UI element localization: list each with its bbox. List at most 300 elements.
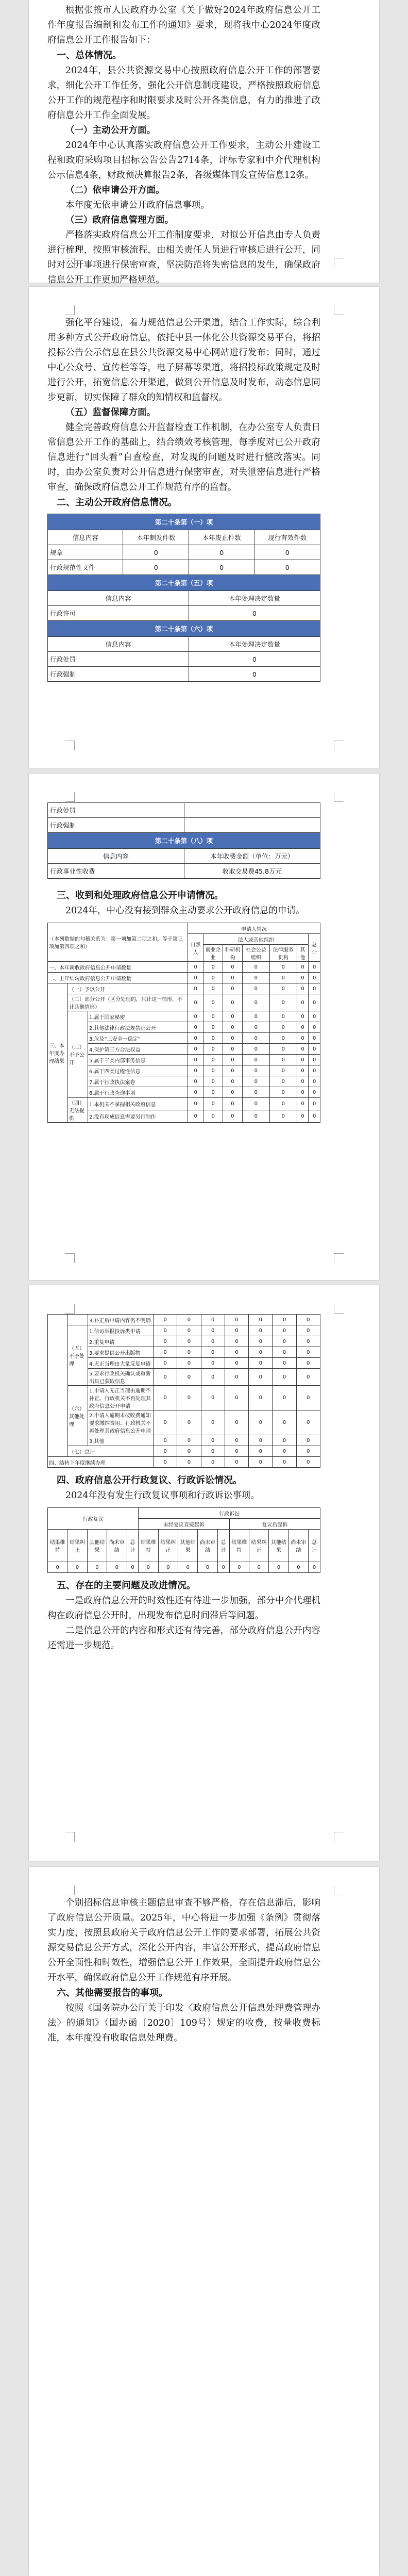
table-cell: 3.危及“三安全一稳定” — [88, 1033, 188, 1044]
subsection-5-title: （五）监督保障方面。 — [65, 407, 156, 418]
table-row — [48, 667, 320, 682]
table-cell: 0 — [177, 1315, 201, 1325]
table-cell: 0 — [269, 1562, 288, 1573]
page-corner-mark — [334, 305, 344, 315]
table-cell: 0 — [223, 1044, 243, 1055]
table-cell: （七）总计 — [68, 1446, 154, 1457]
table-cell: 0 — [223, 973, 243, 983]
table-cell: 0 — [223, 994, 243, 1011]
table-cell: 0 — [269, 1065, 297, 1076]
table-cell: 0 — [188, 983, 203, 994]
table-row — [48, 1055, 320, 1065]
table-header-cell: 其他结果 — [87, 1530, 107, 1562]
table-header-cell: 法人或其他组织 — [203, 934, 309, 945]
table-cell: 0 — [297, 1076, 309, 1087]
table-header-cell: 本年收费金额（单位：万元） — [184, 849, 320, 864]
section-2-title: 二、主动公开政府信息情况。 — [57, 497, 177, 508]
table-cell: 0 — [201, 1347, 225, 1358]
table-cell: 3.其他 — [88, 1435, 154, 1446]
table-row — [48, 1065, 320, 1076]
table-cell: 0 — [223, 1011, 243, 1022]
table-row — [48, 1076, 320, 1087]
table-cell: 0 — [203, 962, 223, 973]
table-cell: 0 — [249, 1435, 273, 1446]
table-cell: 0 — [249, 1369, 273, 1386]
table-cell: 0 — [242, 1098, 269, 1110]
table-cell: 0 — [297, 1033, 309, 1044]
table-header-cell: 信息内容 — [48, 530, 123, 545]
table-header-cell: 信息内容 — [48, 637, 189, 652]
table-cell: 0 — [296, 1369, 320, 1386]
table-cell: 0 — [309, 1033, 320, 1044]
table-cell: 0 — [242, 1076, 269, 1087]
page-corner-mark — [65, 305, 75, 315]
table-cell: 0 — [203, 1076, 223, 1087]
table-cell: 0 — [249, 1325, 273, 1336]
section-3-paragraph: 2024年，中心没有接到群众主动要求公开政府信息的申请。 — [65, 906, 305, 916]
table-cell: 0 — [188, 1033, 203, 1044]
table-cell: 5.要求行政机关确认或重新出具已获取信息 — [88, 1369, 154, 1386]
table-cell: 0 — [123, 560, 189, 575]
subsection-3-title: （三）政府信息管理方面。 — [65, 215, 174, 225]
table-header-cell: 本年废止件数 — [189, 530, 254, 545]
table-header-cell: 本年处理决定数量 — [189, 591, 320, 606]
table-cell: 0 — [297, 1044, 309, 1055]
table-row — [48, 1315, 320, 1325]
table-cell: 0 — [297, 1098, 309, 1110]
table-cell: 0 — [269, 1044, 297, 1055]
table-cell: 0 — [223, 1022, 243, 1033]
table-header-cell: 行政诉讼 — [139, 1508, 320, 1519]
table-cell: （五）不予处理 — [68, 1325, 88, 1386]
table-cell: （二）部分公开（区分处理的，只计这一情形，不计其他情形） — [68, 994, 188, 1011]
table-cell: 0 — [297, 983, 309, 994]
table-cell: 0 — [296, 1410, 320, 1435]
table-cell: 0 — [188, 1022, 203, 1033]
subsection-3-paragraph: 严格落实政府信息公开工作制度要求，对拟公开信息由专人负责进行梳理，按照审核流程，由相关责任人员进行审核后进行公开，同时对公开事项进行保密审查，坚决防范将失密信息的发生，确保政府信息公开工作更加严格规范。 — [47, 230, 320, 285]
table-cell: 0 — [273, 1457, 296, 1468]
table-cell: 0 — [203, 1033, 223, 1044]
table-cell: 0 — [189, 606, 320, 621]
table-cell: 0 — [297, 994, 309, 1011]
table-cell: 0 — [177, 1457, 201, 1468]
table-cell: 0 — [177, 1369, 201, 1386]
table-cell: 0 — [242, 962, 269, 973]
table-cell: 4.保护第三方合法权益 — [88, 1044, 188, 1055]
table-cell: 0 — [273, 1347, 296, 1358]
table-cell: 0 — [249, 1457, 273, 1468]
table-row — [48, 1457, 320, 1468]
table-cell: 0 — [225, 1336, 248, 1347]
table-cell: 0 — [309, 1065, 320, 1076]
table-cell: 0 — [273, 1435, 296, 1446]
table-cell: 0 — [269, 983, 297, 994]
table-cell: 0 — [225, 1435, 248, 1446]
table-cell: 0 — [223, 962, 243, 973]
table-cell: 0 — [249, 1315, 273, 1325]
table-row — [48, 1410, 320, 1435]
table-row — [48, 1369, 320, 1386]
page-corner-mark — [65, 1832, 75, 1842]
table-cell: 0 — [223, 1087, 243, 1098]
table-row — [48, 606, 320, 621]
table-row — [48, 1011, 320, 1022]
table-cell: 0 — [269, 973, 297, 983]
table-cell: 0 — [189, 652, 320, 667]
table-cell: 0 — [154, 1435, 177, 1446]
table-cell: 0 — [203, 1098, 223, 1110]
table-cell — [68, 1315, 88, 1325]
table-header-cell: 信息内容 — [48, 849, 184, 864]
table-cell: 0 — [296, 1325, 320, 1336]
table-row — [48, 1435, 320, 1446]
table-cell: 0 — [154, 1446, 177, 1457]
table-cell: 0 — [188, 962, 203, 973]
table-cell: 0 — [177, 1336, 201, 1347]
table-cell: 0 — [242, 1044, 269, 1055]
page-corner-mark — [334, 1885, 344, 1895]
table-cell: 0 — [198, 1562, 217, 1573]
table-header-cell: 尚未审结 — [107, 1530, 127, 1562]
table-cell — [48, 1315, 68, 1457]
table-cell: 1.申请人无正当理由逾期不补正、行政机关不再处理其政府信息公开申请 — [88, 1386, 154, 1410]
table-cell: 0 — [223, 1076, 243, 1087]
table-header-cell: 结果维持 — [229, 1530, 249, 1562]
application-handling-table — [47, 923, 320, 1123]
table-cell: 0 — [297, 1065, 309, 1076]
table-cell: 3.补正后申请内容仍不明确 — [88, 1315, 154, 1325]
page-corner-mark — [65, 1253, 75, 1263]
table-cell: 0 — [309, 1055, 320, 1065]
table-row — [48, 1386, 320, 1410]
table-cell: 0 — [297, 1087, 309, 1098]
table-cell: 0 — [273, 1325, 296, 1336]
table-cell: 1.信访举报投诉类申请 — [88, 1325, 154, 1336]
table-cell: 0 — [154, 1358, 177, 1369]
table-cell: 0 — [242, 1110, 269, 1123]
table-cell: 0 — [189, 560, 254, 575]
table-cell: 0 — [203, 983, 223, 994]
table-cell: 0 — [188, 994, 203, 1011]
table-cell: 0 — [189, 667, 320, 682]
table-cell: 0 — [189, 545, 254, 560]
table-cell: 0 — [249, 1347, 273, 1358]
table-row — [48, 983, 320, 994]
table-row — [48, 1098, 320, 1110]
table-cell: 0 — [297, 1110, 309, 1123]
table-cell: 0 — [269, 1022, 297, 1033]
table-cell: 0 — [188, 1098, 203, 1110]
table-row — [48, 652, 320, 667]
review-litigation-table — [47, 1507, 320, 1573]
table-cell: 0 — [188, 1011, 203, 1022]
table-cell: 0 — [177, 1325, 201, 1336]
table-header-cell: 科研机构 — [223, 945, 243, 962]
table-cell: 0 — [296, 1457, 320, 1468]
table-cell: 0 — [225, 1457, 248, 1468]
table-cell: 0 — [177, 1358, 201, 1369]
platform-paragraph: 强化平台建设，着力规范信息公开渠道，结合工作实际，综合利用多种方式公开政府信息，依托中县一体化公共资源交易平台，将招投标公告公示信息在县公共资源交易中心网站进行发布；同时，通过中心公众号、宣传栏等等，电子屏幕等渠道，将招投标政策规定及时进行公开，拓宽信息公开渠道，做到公开信息及时发布，动态信息同步更新，切实保障了群众的知情权和监督权。 — [47, 318, 320, 403]
table-cell: 0 — [188, 1044, 203, 1055]
table-cell: 0 — [296, 1446, 320, 1457]
table-cell: 0 — [309, 1110, 320, 1123]
table-cell: 行政处罚 — [48, 803, 184, 818]
section-6-title: 六、其他需要报告的事项。 — [57, 1988, 168, 1998]
proactive-disclosure-table — [47, 514, 320, 682]
table-cell: 0 — [296, 1386, 320, 1410]
table-cell: 0 — [254, 560, 320, 575]
table-cell: 0 — [242, 983, 269, 994]
table-cell: 0 — [309, 1011, 320, 1022]
table-cell: 0 — [225, 1347, 248, 1358]
table-cell: 0 — [309, 1044, 320, 1055]
table-row — [48, 994, 320, 1011]
table-cell: 0 — [201, 1369, 225, 1386]
table-cell: （一）予以公开 — [68, 983, 188, 994]
table-cell: 0 — [87, 1562, 107, 1573]
table-cell: 0 — [309, 962, 320, 973]
table-cell: 0 — [249, 1446, 273, 1457]
table-cell: 0 — [201, 1358, 225, 1369]
table-cell: 0 — [225, 1386, 248, 1410]
table-group-header: 第二十条第（五）项 — [48, 575, 320, 591]
table-cell: 0 — [225, 1358, 248, 1369]
table-cell: 0 — [201, 1435, 225, 1446]
table-cell: 0 — [269, 1055, 297, 1065]
table-cell: 0 — [309, 973, 320, 983]
table-cell: 0 — [158, 1562, 178, 1573]
table-cell: 0 — [269, 1033, 297, 1044]
table-cell: 0 — [48, 1562, 67, 1573]
table-cell: 0 — [296, 1435, 320, 1446]
table-cell: 0 — [269, 1098, 297, 1110]
table-cell: （三）不予公开 — [68, 1011, 88, 1098]
table-cell: 0 — [127, 1562, 139, 1573]
table-cell: 0 — [309, 1087, 320, 1098]
table-cell: 0 — [269, 1087, 297, 1098]
page-corner-mark — [334, 1832, 344, 1842]
table-header-cell: 总计 — [309, 934, 320, 962]
table-group-header: 第二十条第（一）项 — [48, 514, 320, 530]
fees-table — [47, 802, 320, 879]
table-cell: 四、结转下年度继续办理 — [48, 1457, 154, 1468]
section-1-title: 一、总体情况。 — [57, 50, 122, 61]
table-cell: 0 — [188, 1065, 203, 1076]
table-cell: 0 — [203, 1087, 223, 1098]
table-row — [48, 560, 320, 575]
table-row — [48, 1446, 320, 1457]
table-cell: 规章 — [48, 545, 123, 560]
table-cell: 0 — [177, 1435, 201, 1446]
table-cell: 0 — [273, 1446, 296, 1457]
table-cell: 0 — [273, 1336, 296, 1347]
table-row — [48, 1358, 320, 1369]
table-cell: 0 — [309, 1098, 320, 1110]
table-header-cell: 现行有效件数 — [254, 530, 320, 545]
table-header-cell: 复议后起诉 — [229, 1519, 320, 1530]
table-cell: 0 — [249, 1410, 273, 1435]
subsection-2-paragraph: 本年度无依申请公开政府信息事项。 — [65, 200, 210, 210]
subsection-2-title: （二）依申请公开方面。 — [65, 185, 165, 195]
table-cell: 0 — [223, 983, 243, 994]
table-cell: 0 — [188, 1055, 203, 1065]
table-cell — [184, 818, 320, 833]
section-4-title: 四、政府信息公开行政复议、行政诉讼情况。 — [57, 1475, 242, 1486]
table-cell: 0 — [249, 1386, 273, 1410]
table-cell: 0 — [201, 1315, 225, 1325]
table-cell: 0 — [273, 1410, 296, 1435]
subsection-5-paragraph: 健全完善政府信息公开监督检查工作机制，在办公室专人负责日常信息公开工作的基础上，结合绩效考核管理，每季度对已公开政府信息进行“回头看”自查检查，对发现的问题及时进行整改落实。同时，由办公室负责对公开信息进行保密审查，对失泄密信息进行严格审查，确保政府信息公开工作规范有序的监督。 — [47, 422, 320, 493]
table-header-cell: 结果维持 — [139, 1530, 158, 1562]
table-cell: 0 — [188, 1087, 203, 1098]
table-cell: 0 — [288, 1562, 308, 1573]
table-cell: 0 — [223, 1110, 243, 1123]
table-cell: 0 — [203, 1110, 223, 1123]
table-cell: 0 — [201, 1457, 225, 1468]
table-cell: 7.属于行政执法案卷 — [88, 1076, 188, 1087]
table-cell: 行政强制 — [48, 818, 184, 833]
table-cell: 0 — [242, 1055, 269, 1065]
table-cell: 0 — [242, 1087, 269, 1098]
table-cell: 0 — [225, 1315, 248, 1325]
subsection-1-title: （一）主动公开方面。 — [65, 125, 156, 136]
table-cell: 0 — [203, 1022, 223, 1033]
table-row — [48, 1044, 320, 1055]
page-corner-mark — [334, 792, 344, 802]
table-cell: 0 — [67, 1562, 87, 1573]
table-row — [48, 1087, 320, 1098]
table-cell: （六）其他处理 — [68, 1386, 88, 1446]
table-cell — [184, 803, 320, 818]
table-cell: 0 — [273, 1358, 296, 1369]
table-header-cell: 商业企业 — [203, 945, 223, 962]
table-header-cell: 未经复议直接起诉 — [139, 1519, 229, 1530]
table-cell: 1.本机关不掌握相关政府信息 — [88, 1098, 188, 1110]
table-cell: 0 — [269, 1076, 297, 1087]
table-cell: 0 — [154, 1315, 177, 1325]
table-cell: 0 — [297, 1011, 309, 1022]
table-header-cell: 总计 — [309, 1530, 320, 1562]
table-cell: 0 — [225, 1325, 248, 1336]
table-cell: 2.申请人逾期未按收费通知要求缴纳费用、行政机关不再处理其政府信息公开申请 — [88, 1410, 154, 1435]
table-row — [48, 1022, 320, 1033]
table-row — [48, 818, 320, 833]
table-cell: 收取交易费45.8万元 — [184, 864, 320, 879]
table-row — [48, 973, 320, 983]
table-cell: 行政事业性收费 — [48, 864, 184, 879]
table-cell: 0 — [223, 1098, 243, 1110]
table-row — [48, 962, 320, 973]
table-cell: （四）无法提供 — [68, 1098, 88, 1123]
page-corner-mark — [334, 741, 344, 750]
table-cell: 0 — [154, 1347, 177, 1358]
table-cell: 4.无正当理由大量反复申请 — [88, 1358, 154, 1369]
table-cell: 0 — [201, 1410, 225, 1435]
section-5-paragraph-1: 一是政府信息公开的时效性还有待进一步加强，部分中介代理机构在政府信息公开时，出现发布信息时间滞后等问题。 — [47, 1596, 320, 1621]
table-cell: 0 — [177, 1386, 201, 1410]
table-header-cell: 其他 — [297, 945, 309, 962]
table-cell: 0 — [297, 973, 309, 983]
table-cell: 0 — [296, 1358, 320, 1369]
table-cell: 0 — [225, 1446, 248, 1457]
table-cell: 0 — [249, 1336, 273, 1347]
table-cell: 0 — [217, 1562, 229, 1573]
table-row — [48, 1562, 320, 1573]
page-corner-mark — [334, 1304, 344, 1314]
table-header-cell: 总计 — [217, 1530, 229, 1562]
table-cell: 0 — [177, 1410, 201, 1435]
table-cell: 5.属于三类内部事务信息 — [88, 1055, 188, 1065]
table-cell: 0 — [154, 1369, 177, 1386]
page-corner-mark — [65, 1304, 75, 1314]
table-cell: 0 — [154, 1336, 177, 1347]
table-cell: 0 — [223, 1033, 243, 1044]
table-cell: 0 — [201, 1386, 225, 1410]
table-header-cell: 结果纠正 — [249, 1530, 268, 1562]
table-cell: 0 — [225, 1369, 248, 1386]
table-cell: 0 — [242, 1022, 269, 1033]
table-cell: 0 — [296, 1347, 320, 1358]
table-cell: 0 — [309, 983, 320, 994]
table-cell: 0 — [269, 994, 297, 1011]
table-cell: 0 — [242, 994, 269, 1011]
table-cell: 0 — [203, 1055, 223, 1065]
table-row — [48, 545, 320, 560]
table-header-cell: 尚未审结 — [288, 1530, 308, 1562]
table-cell: 0 — [203, 994, 223, 1011]
table-header-cell: 总计 — [127, 1530, 139, 1562]
intro-paragraph: 根据张掖市人民政府办公室《关于做好2024年政府信息公开工作年度报告编制和发布工作的通知》要求，现将我中心2024年度政府信息公开工作报告如下： — [47, 5, 320, 45]
application-handling-table-continued — [47, 1314, 320, 1468]
table-row — [48, 1336, 320, 1347]
table-cell: 0 — [273, 1369, 296, 1386]
table-row — [48, 864, 320, 879]
page-corner-mark — [334, 258, 344, 268]
table-row — [48, 1033, 320, 1044]
page-corner-mark — [65, 741, 75, 750]
table-cell: 0 — [178, 1562, 198, 1573]
table-cell: 0 — [188, 1110, 203, 1123]
table-cell: 0 — [273, 1315, 296, 1325]
table-header-cell: （本列数据的勾稽关系为：第一项加第二项之和，等于第三项加第四项之和） — [48, 923, 188, 962]
table-cell: 行政规范性文件 — [48, 560, 123, 575]
table-cell: 6.属于四类过程性信息 — [88, 1065, 188, 1076]
table-cell: 0 — [223, 1065, 243, 1076]
table-header-cell: 本年制发件数 — [123, 530, 189, 545]
table-row — [48, 1347, 320, 1358]
table-cell: 0 — [269, 962, 297, 973]
table-cell: 0 — [269, 1011, 297, 1022]
table-cell: 0 — [201, 1336, 225, 1347]
table-cell: 行政许可 — [48, 606, 189, 621]
table-cell: 0 — [242, 973, 269, 983]
table-cell: 0 — [107, 1562, 127, 1573]
table-cell: 0 — [225, 1410, 248, 1435]
table-cell: 行政强制 — [48, 667, 189, 682]
section-4-paragraph: 2024年没有发生行政复议事项和行政诉讼事项。 — [65, 1490, 260, 1501]
table-cell: 0 — [242, 1011, 269, 1022]
table-cell: 2.重复申请 — [88, 1336, 154, 1347]
table-cell: 行政处罚 — [48, 652, 189, 667]
table-cell: 0 — [296, 1336, 320, 1347]
table-cell: 2.没有现成信息需要另行制作 — [88, 1110, 188, 1123]
page-corner-mark — [65, 792, 75, 802]
table-cell: 0 — [309, 994, 320, 1011]
table-cell: 0 — [203, 973, 223, 983]
table-cell: 0 — [229, 1562, 249, 1573]
table-cell: 0 — [309, 1562, 320, 1573]
table-header-cell: 尚未审结 — [198, 1530, 217, 1562]
